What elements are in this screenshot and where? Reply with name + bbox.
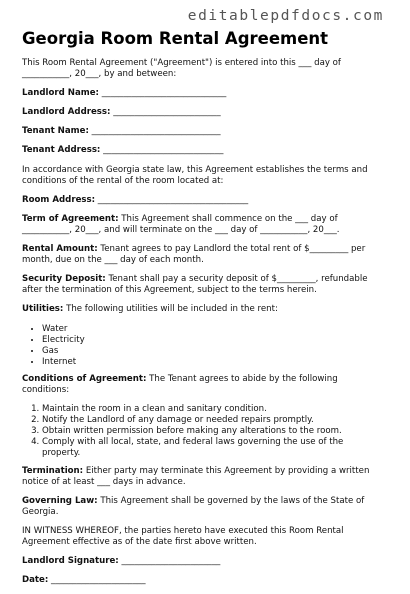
governing-law-label: Governing Law: bbox=[22, 495, 98, 506]
rent-label: Rental Amount: bbox=[22, 244, 98, 255]
term-section bbox=[22, 214, 382, 236]
landlord-address-line: _________________________ bbox=[113, 107, 221, 118]
governing-law-section bbox=[22, 496, 382, 518]
signature-line: _______________________ bbox=[121, 556, 221, 567]
conditions-list bbox=[22, 404, 382, 459]
conditions-section bbox=[22, 374, 382, 396]
tenant-name-label: Tenant Name: bbox=[22, 126, 89, 137]
conditions-label: Conditions of Agreement: bbox=[22, 373, 147, 384]
witness-paragraph: IN WITNESS WHEREOF, the parties hereto have executed this Room Rental Agreement effective as of the date first above written. bbox=[22, 525, 344, 547]
list-item: 1. Maintain the room in a clean and sanitary condition. bbox=[42, 404, 382, 415]
room-address-line: ___________________________________ bbox=[97, 194, 249, 205]
tenant-name-field bbox=[22, 126, 382, 137]
list-item: • Water bbox=[42, 324, 382, 335]
deposit-label: Security Deposit: bbox=[22, 274, 106, 285]
termination-section bbox=[22, 466, 382, 488]
list-item: • Internet bbox=[42, 357, 382, 368]
tenant-address-line: ____________________________ bbox=[103, 145, 224, 156]
landlord-name-field bbox=[22, 88, 382, 99]
list-item: • Gas bbox=[42, 346, 382, 357]
landlord-address-field bbox=[22, 107, 382, 118]
landlord-name-line: _____________________________ bbox=[101, 88, 227, 99]
term-text: This Agreement shall commence on the ___ day of ___________, 20___, and will terminate on the ___ day of ___________, 20___. bbox=[22, 213, 340, 235]
date-field bbox=[22, 575, 382, 586]
document-body bbox=[22, 58, 382, 594]
tenant-address-field bbox=[22, 145, 382, 156]
utilities-list bbox=[22, 324, 382, 368]
room-address-label: Room Address: bbox=[22, 194, 96, 205]
list-item: 2. Notify the Landlord of any damage or needed repairs promptly. bbox=[42, 415, 382, 426]
rent-text: Tenant agrees to pay Landlord the total rent of $_________ per month, due on the ___ day of each month. bbox=[22, 244, 366, 266]
utilities-section bbox=[22, 304, 382, 315]
landlord-signature-field bbox=[22, 556, 382, 567]
room-address-field bbox=[22, 195, 382, 206]
list-item: 3. Obtain written permission before making any alterations to the room. bbox=[42, 426, 382, 437]
list-item: • Electricity bbox=[42, 335, 382, 346]
date-line: ______________________ bbox=[51, 575, 146, 586]
conditions-text: The Tenant agrees to abide by the following conditions: bbox=[22, 373, 338, 395]
utilities-label: Utilities: bbox=[22, 304, 64, 315]
termination-label: Termination: bbox=[22, 465, 84, 476]
tenant-name-line: ______________________________ bbox=[91, 126, 221, 137]
date-label: Date: bbox=[22, 575, 49, 586]
accordance-paragraph: In accordance with Georgia state law, this Agreement establishes the terms and conditions of the rental of the room located at: bbox=[22, 164, 368, 186]
watermark: editablepdfdocs.com bbox=[187, 8, 384, 24]
landlord-address-label: Landlord Address: bbox=[22, 107, 111, 118]
landlord-name-label: Landlord Name: bbox=[22, 88, 99, 99]
deposit-text: Tenant shall pay a security deposit of $_________, refundable after the termination of this Agreement, subject to the terms herein. bbox=[22, 274, 368, 296]
tenant-address-label: Tenant Address: bbox=[22, 145, 101, 156]
signature-label: Landlord Signature: bbox=[22, 556, 119, 567]
list-item: 4. Comply with all local, state, and federal laws governing the use of the property. bbox=[42, 437, 382, 459]
document-title: Georgia Room Rental Agreement bbox=[22, 29, 329, 48]
rent-section bbox=[22, 244, 382, 266]
term-label: Term of Agreement: bbox=[22, 213, 119, 224]
termination-text: Either party may terminate this Agreement by providing a written notice of at least ___ days in advance. bbox=[22, 465, 370, 487]
governing-law-text: This Agreement shall be governed by the laws of the State of Georgia. bbox=[22, 495, 365, 517]
deposit-section bbox=[22, 274, 382, 296]
intro-paragraph: This Room Rental Agreement ("Agreement") is entered into this ___ day of ___________, 20___, by and between: bbox=[22, 58, 341, 80]
utilities-text: The following utilities will be included in the rent: bbox=[63, 304, 278, 315]
